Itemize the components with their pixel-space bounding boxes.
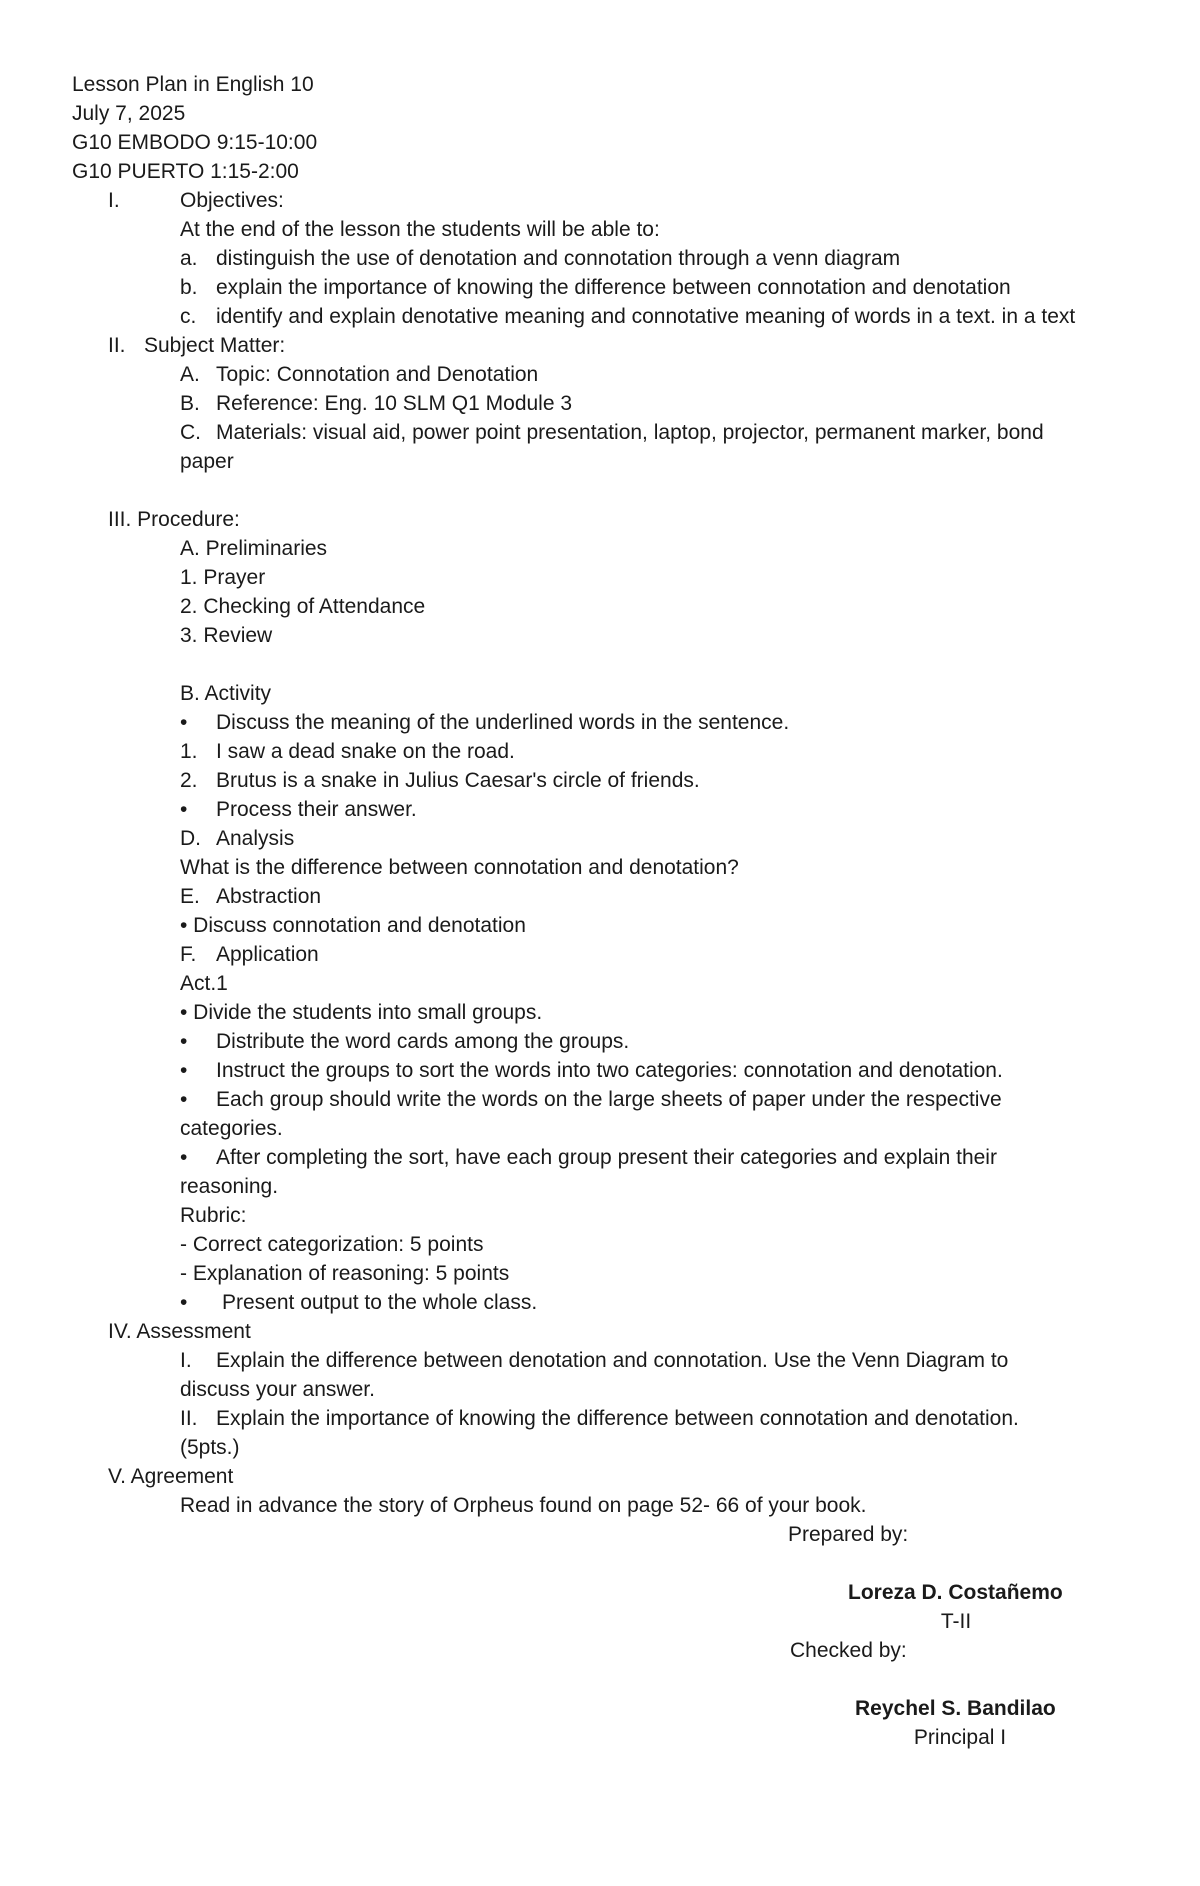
assessment-item-2-cont: (5pts.): [180, 1436, 240, 1459]
sentence-2: Brutus is a snake in Julius Caesar's circle of friends.: [216, 769, 700, 792]
abstraction-marker: E.: [180, 885, 200, 908]
subject-materials-cont: paper: [180, 450, 234, 473]
subject-marker-c: C.: [180, 421, 201, 444]
bullet-symbol: •: [180, 798, 188, 821]
activity-discuss: Discuss the meaning of the underlined words in the sentence.: [216, 711, 790, 734]
analysis-question: What is the difference between connotation and denotation?: [180, 856, 739, 879]
subject-marker-b: B.: [180, 392, 200, 415]
objective-text-a: distinguish the use of denotation and connotation through a venn diagram: [216, 247, 901, 270]
application-present-cont: reasoning.: [180, 1175, 279, 1198]
bullet-symbol: •: [180, 1030, 188, 1053]
prepared-by-label: Prepared by:: [788, 1523, 909, 1546]
procedure-heading: III. Procedure:: [108, 508, 240, 531]
agreement-text: Read in advance the story of Orpheus found on page 52- 66 of your book.: [180, 1494, 867, 1517]
analysis-heading: Analysis: [216, 827, 295, 850]
subject-matter-numeral: II.: [108, 334, 126, 357]
objective-text-b: explain the importance of knowing the difference between connotation and denotation: [216, 276, 1011, 299]
schedule-puerto: G10 PUERTO 1:15-2:00: [72, 160, 299, 183]
subject-matter-heading: Subject Matter:: [144, 334, 286, 357]
bullet-symbol: •: [180, 711, 188, 734]
analysis-marker: D.: [180, 827, 201, 850]
sentence-marker-1: 1.: [180, 740, 198, 763]
objectives-intro: At the end of the lesson the students will be able to:: [180, 218, 660, 241]
prepared-by-title: T-II: [940, 1610, 972, 1633]
assessment-item-2: Explain the importance of knowing the difference between connotation and denotation.: [216, 1407, 1019, 1430]
rubric-heading: Rubric:: [180, 1204, 247, 1227]
assessment-marker-1: I.: [180, 1349, 192, 1372]
preliminary-prayer: 1. Prayer: [180, 566, 266, 589]
objective-marker-a: a.: [180, 247, 198, 270]
document-title: Lesson Plan in English 10: [72, 73, 314, 96]
bullet-symbol: •: [180, 1291, 188, 1314]
application-act: Act.1: [180, 972, 228, 995]
subject-materials: Materials: visual aid, power point presentation, laptop, projector, permanent marker, bond: [216, 421, 1044, 444]
sentence-1: I saw a dead snake on the road.: [216, 740, 515, 763]
application-divide: • Divide the students into small groups.: [180, 1001, 543, 1024]
assessment-item-1-cont: discuss your answer.: [180, 1378, 375, 1401]
subject-marker-a: A.: [180, 363, 200, 386]
objective-marker-b: b.: [180, 276, 198, 299]
abstraction-heading: Abstraction: [216, 885, 322, 908]
application-heading: Application: [216, 943, 319, 966]
bullet-symbol: •: [180, 1088, 188, 1111]
application-sort: Instruct the groups to sort the words into two categories: connotation and denotation.: [216, 1059, 1003, 1082]
subject-reference: Reference: Eng. 10 SLM Q1 Module 3: [216, 392, 573, 415]
objective-marker-c: c.: [180, 305, 197, 328]
bullet-symbol: •: [180, 1146, 188, 1169]
schedule-embodo: G10 EMBODO 9:15-10:00: [72, 131, 318, 154]
activity-heading: B. Activity: [180, 682, 272, 705]
application-distribute: Distribute the word cards among the groups.: [216, 1030, 630, 1053]
preliminary-attendance: 2. Checking of Attendance: [180, 595, 426, 618]
checked-by-name: Reychel S. Bandilao: [855, 1697, 1056, 1720]
bullet-symbol: •: [180, 1059, 188, 1082]
sentence-marker-2: 2.: [180, 769, 198, 792]
rubric-reasoning: - Explanation of reasoning: 5 points: [180, 1262, 510, 1285]
application-present-output: Present output to the whole class.: [222, 1291, 538, 1314]
subject-topic: Topic: Connotation and Denotation: [216, 363, 539, 386]
lesson-date: July 7, 2025: [72, 102, 186, 125]
application-write: Each group should write the words on the large sheets of paper under the respective: [216, 1088, 1002, 1111]
agreement-heading: V. Agreement: [108, 1465, 234, 1488]
assessment-heading: IV. Assessment: [108, 1320, 251, 1343]
checked-by-title: Principal I: [913, 1726, 1007, 1749]
checked-by-label: Checked by:: [790, 1639, 907, 1662]
objectives-numeral: I.: [108, 189, 120, 212]
abstraction-item: • Discuss connotation and denotation: [180, 914, 526, 937]
prepared-by-name: Loreza D. Costañemo: [848, 1581, 1063, 1604]
assessment-marker-2: II.: [180, 1407, 198, 1430]
activity-process: Process their answer.: [216, 798, 417, 821]
assessment-item-1: Explain the difference between denotation and connotation. Use the Venn Diagram to: [216, 1349, 1009, 1372]
objectives-heading: Objectives:: [180, 189, 284, 212]
rubric-categorization: - Correct categorization: 5 points: [180, 1233, 484, 1256]
application-marker: F.: [180, 943, 197, 966]
objective-text-c: identify and explain denotative meaning and connotative meaning of words in a text. in a text: [216, 305, 1076, 328]
application-write-cont: categories.: [180, 1117, 283, 1140]
preliminary-review: 3. Review: [180, 624, 273, 647]
preliminaries-heading: A. Preliminaries: [180, 537, 328, 560]
application-present-categories: After completing the sort, have each group present their categories and explain their: [216, 1146, 997, 1169]
